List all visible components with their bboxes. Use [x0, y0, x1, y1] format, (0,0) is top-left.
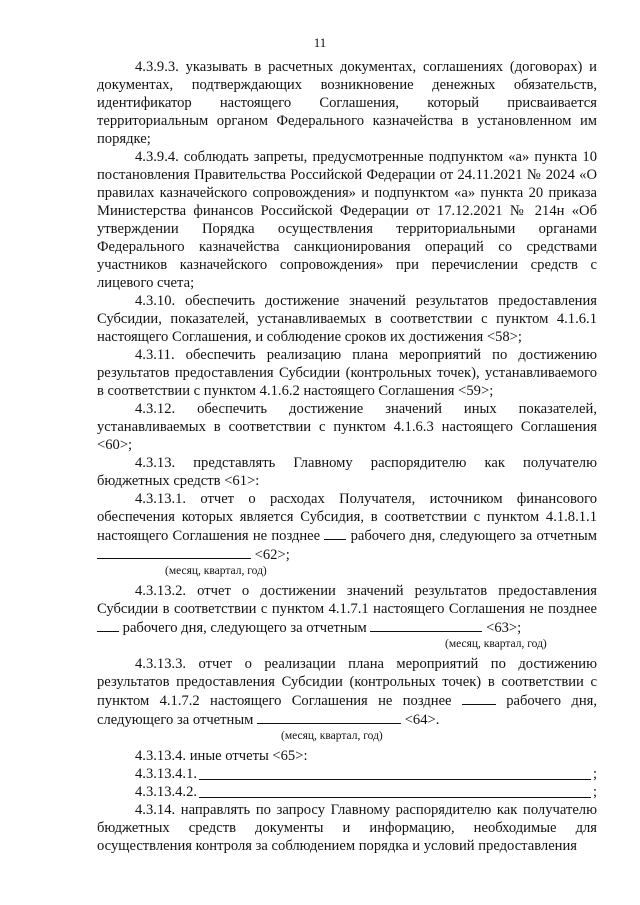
semicolon: ; [592, 784, 597, 800]
blank-field [370, 618, 482, 632]
clause-text: 4.3.13.1. отчет о расходах Получателя, источником финансового обеспечения которых является Субсидия, в соответствии с пунктом 4.1.8.1.1 настоящего Соглашения не позднее [97, 491, 597, 544]
clause-4-3-12: 4.3.12. обеспечить достижение значений иных показателей, устанавливаемых в соответствии с пунктом 4.1.6.3 настоящего Соглашения <60>; [97, 401, 597, 453]
clause-4-3-13-4: 4.3.13.4. иные отчеты <65>: [135, 748, 308, 764]
clause-4-3-11: 4.3.11. обеспечить реализацию плана мероприятий по достижению результатов предоставления Субсидии (контрольных точек), устанавливаемого в соответствии с пунктом 4.1.6.2 настоящего Соглашения <59>; [97, 347, 597, 399]
clause-4-3-14: 4.3.14. направлять по запросу Главному распорядителю как получателю бюджетных средств документы и информацию, необходимые для осуществления контроля за соблюдением порядка и условий предоставления [97, 802, 597, 854]
blank-field [97, 618, 119, 632]
clause-4-3-13-1 [97, 490, 597, 564]
clause-text: 4.3.13.3. отчет о реализации плана мероприятий по достижению результатов предоставления Субсидии (контрольных точек) в соответствии с пунктом 4.1.7.2 настоящего Соглашения не позднее [97, 656, 597, 709]
clause-4-3-13: 4.3.13. представлять Главному распорядителю как получателю бюджетных средств <61>: [97, 455, 597, 489]
blank-line [199, 783, 591, 798]
blank-field [257, 710, 401, 724]
clause-4-3-9-3: 4.3.9.3. указывать в расчетных документах, соглашениях (договорах) и документах, подтверждающих возникновение денежных обязательств, идентификатор настоящего Соглашения, который присваивается территориальным органом Федерального казначейства в установленном им порядке; [97, 59, 597, 147]
clause-text: 4.3.13.2. отчет о достижении значений результатов предоставления Субсидии в соответствии с пунктом 4.1.7.1 настоящего Соглашения не позднее [97, 583, 597, 617]
clause-4-3-9-4: 4.3.9.4. соблюдать запреты, предусмотренные подпунктом «а» пункта 10 постановления Правительства Российской Федерации от 24.11.2021 № 2024 «О правилах казначейского сопровождения» и подпунктом «а» пункта 20 приказа Министерства финансов Российской Федерации от 17.12.2021 № 214н «Об утверждении Порядка осуществления территориальными органами Федерального казначейства санкционирования операций со средствами участников казначейского сопровождения» при перечислении средств с лицевого счета; [97, 149, 597, 291]
footnote-ref: <64>. [404, 712, 440, 728]
page-number: 11 [313, 35, 327, 50]
blank-line [199, 765, 591, 780]
clause-4-3-13-3 [97, 655, 597, 729]
clause-text: рабочего дня, следующего за отчетным [350, 528, 597, 544]
clause-4-3-10: 4.3.10. обеспечить достижение значений результатов предоставления Субсидии, показателей, устанавливаемых в соответствии с пунктом 4.1.6.1 настоящего Соглашения, и соблюдение сроков их достижения <58>; [97, 293, 597, 345]
clause-text: рабочего дня, следующего за отчетным [122, 620, 367, 636]
footnote-ref: <63>; [486, 620, 522, 636]
clause-4-3-13-2 [97, 582, 597, 637]
clause-number: 4.3.13.4.2. [135, 784, 198, 800]
field-hint: (месяц, квартал, год) [445, 638, 547, 650]
footnote-ref: <62>; [254, 547, 290, 563]
clause-text: рабочего дня, следующего за отчетным [97, 693, 597, 728]
semicolon: ; [592, 766, 597, 782]
field-hint: (месяц, квартал, год) [165, 565, 267, 577]
field-hint: (месяц, квартал, год) [281, 730, 383, 742]
clause-number: 4.3.13.4.1. [135, 766, 198, 782]
blank-field [462, 691, 496, 705]
blank-field [97, 545, 251, 559]
clause-4-3-13-4-2 [97, 783, 597, 801]
blank-field [324, 526, 346, 540]
document-body [97, 58, 597, 855]
clause-4-3-13-4-1 [97, 765, 597, 783]
